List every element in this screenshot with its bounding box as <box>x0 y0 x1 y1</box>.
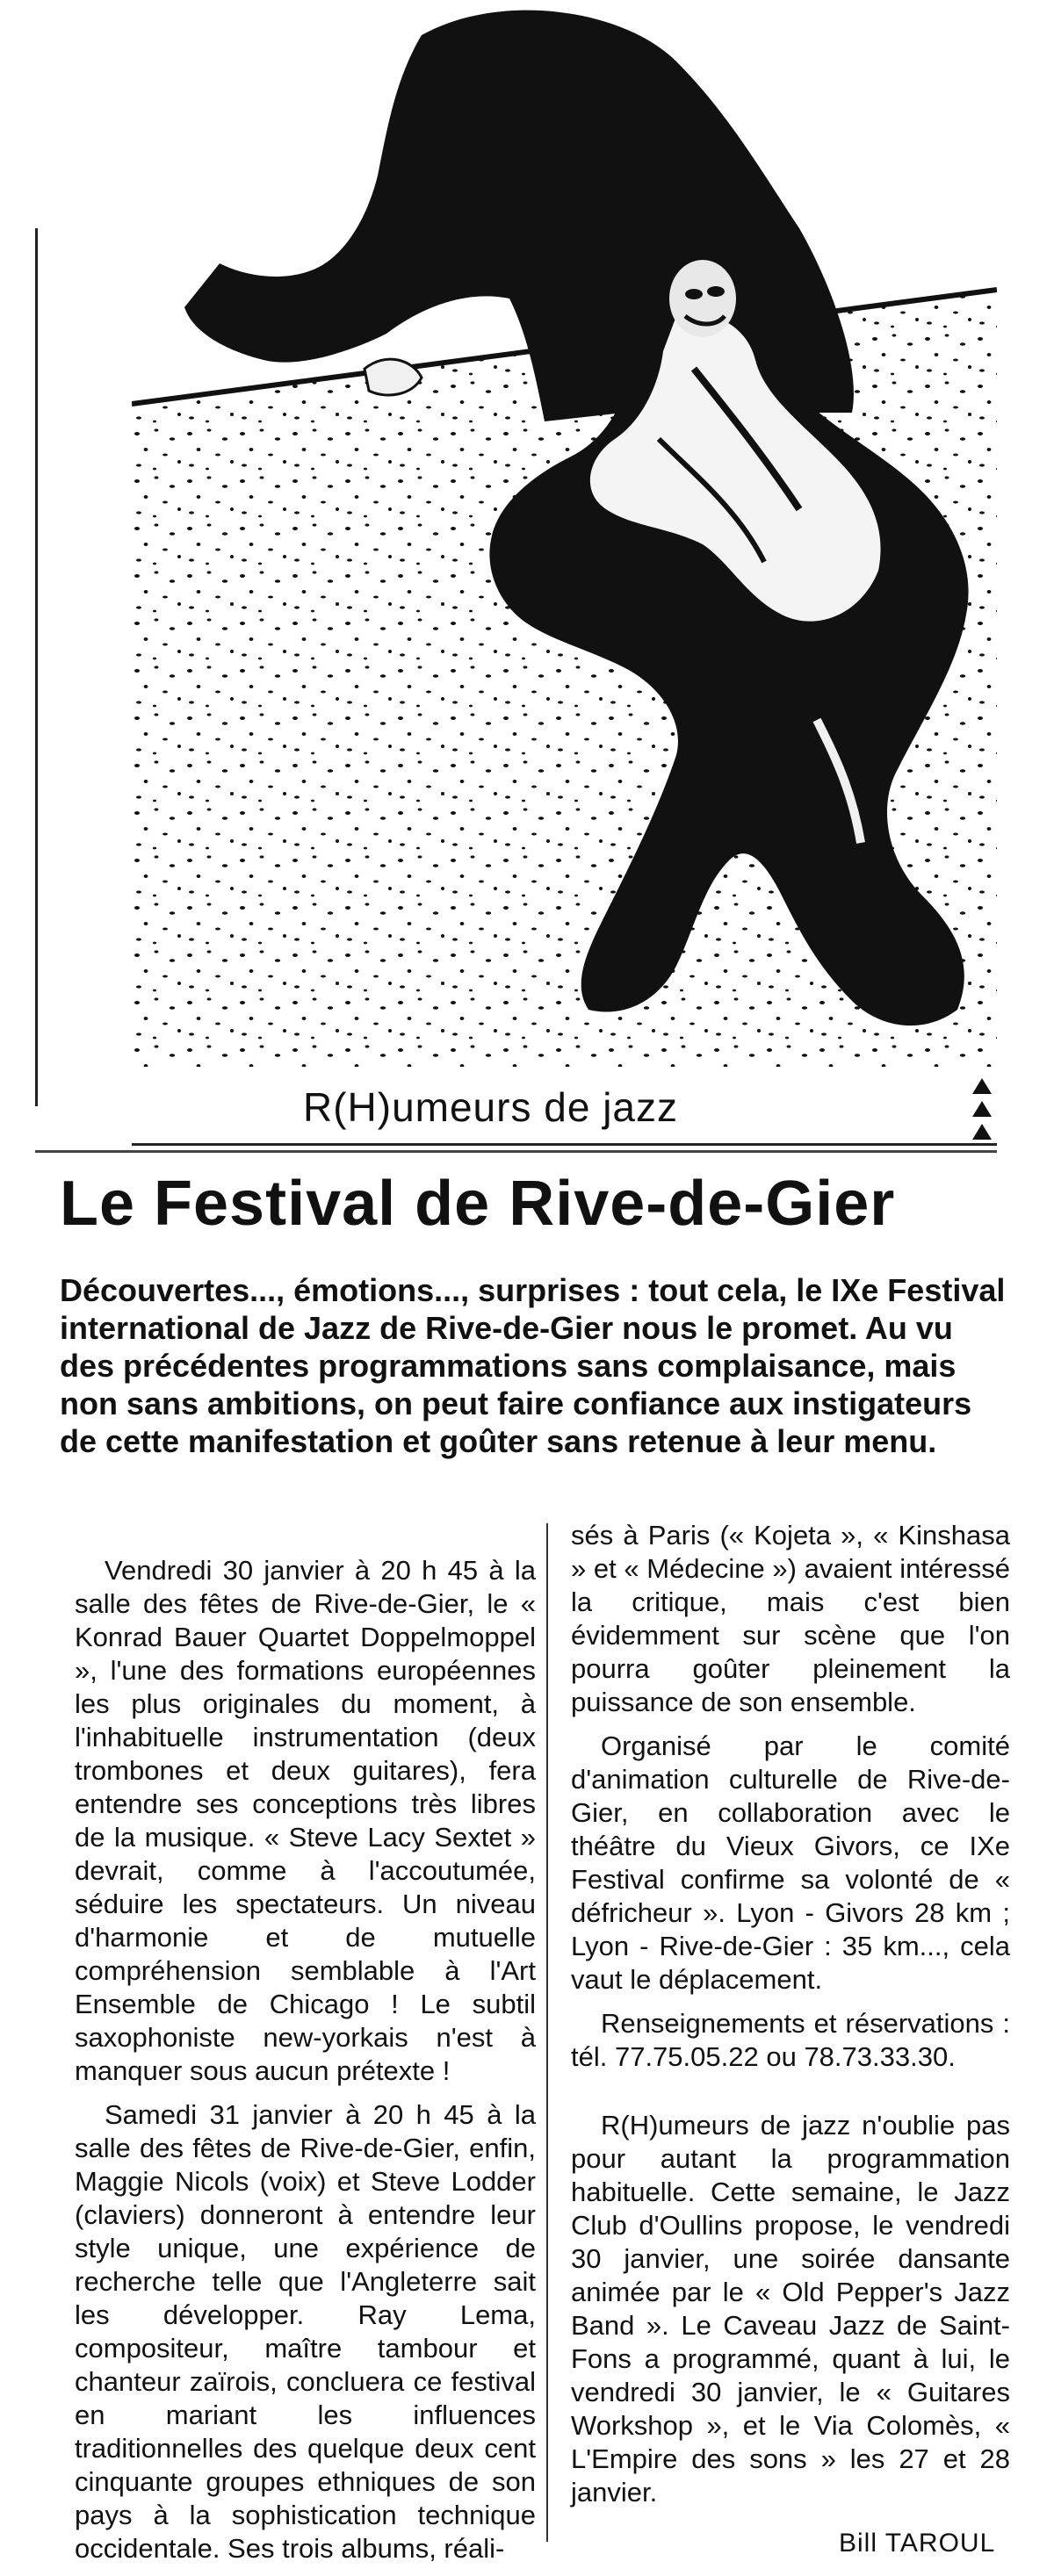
dancers-photo <box>132 0 997 1067</box>
paragraph: R(H)umeurs de jazz n'oublie pas pour autant la programmation habituelle. Cette semaine, le Jazz Club d'Oullins propose, le vendredi 30 janvier, une soirée dansante animée par le « Old Pepper's Jazz Band ». Le Caveau Jazz de Saint-Fons a programmé, quant à lui, le vendredi 30 janvier, le « Guitares Workshop », et le Via Colomès, « L'Empire des sons » les 27 et 28 janvier. <box>571 2110 1010 2508</box>
paragraph: Samedi 31 janvier à 20 h 45 à la salle des fêtes de Rive-de-Gier, enfin, Maggie Nicols (voix) et Steve Lodder (claviers) donneront à entendre leur style unique, une expérience de recherche telle que l'Angleterre sait les développer. Ray Lema, compositeur, maître tambour et chanteur zaïrois, concluera ce festival en mariant les influences traditionnelles des quelque deux cent cinquante groupes ethniques de son pays à la sophistication technique occidentale. Ses trois albums, réali- <box>75 2099 536 2564</box>
left-border-rule <box>35 228 38 1106</box>
section-rule <box>132 1143 997 1146</box>
article-column-2 <box>571 1519 1010 2520</box>
paragraph: Organisé par le comité d'animation culturelle de Rive-de-Gier, en collaboration avec le théâtre du Vieux Givors, ce IXe Festival confirme sa volonté de « défricheur ». Lyon - Givors 28 km ; Lyon - Rive-de-Gier : 35 km..., cela vaut le déplacement. <box>571 1731 1010 1995</box>
article-column-1 <box>75 1554 536 2576</box>
paragraph: Vendredi 30 janvier à 20 h 45 à la salle des fêtes de Rive-de-Gier, le « Konrad Bauer Quartet Doppelmoppel », l'une des formations européennes les plus originales du moment, à l'inhabituelle instrumentation (deux trombones et deux guitares), fera entendre ses conceptions très libres de la musique. « Steve Lacy Sextet » devrait, comme à l'accoutumée, séduire les spectateurs. Un niveau d'harmonie et de mutuelle compréhension semblable à l'Art Ensemble de Chicago ! Le subtil saxophoniste new-yorkais n'est à manquer sous aucun prétexte ! <box>75 1555 536 2086</box>
headline: Le Festival de Rive-de-Gier <box>60 1169 896 1239</box>
paragraph: Renseignements et réservations : tél. 77.75.05.22 ou 78.73.33.30. <box>571 2008 1010 2072</box>
paragraph: sés à Paris (« Kojeta », « Kinshasa » et « Médecine ») avaient intéressé la critique, mais c'est bien évidemment sur scène que l'on pourra goûter pleinement la puissance de son ensemble. <box>571 1520 1010 1717</box>
intro-lede: Découvertes..., émotions..., surprises : tout cela, le IXe Festival international de Jazz de Rive-de-Gier nous le promet. Au vu des précédentes programmations sans complaisance, mais non sans ambitions, on peut faire confiance aux instigateurs de cette manifestation et goûter sans retenue à leur menu. <box>60 1272 1006 1459</box>
byline: Bill TAROUL <box>839 2529 996 2558</box>
triangle-icon <box>972 1124 992 1140</box>
section-header <box>132 1078 997 1148</box>
triangle-ornament-icon <box>972 1078 995 1147</box>
column-rule <box>546 1523 548 2542</box>
section-title: R(H)umeurs de jazz <box>303 1084 678 1130</box>
triangle-icon <box>972 1078 992 1094</box>
header-divider <box>35 1150 997 1153</box>
triangle-icon <box>972 1101 992 1117</box>
